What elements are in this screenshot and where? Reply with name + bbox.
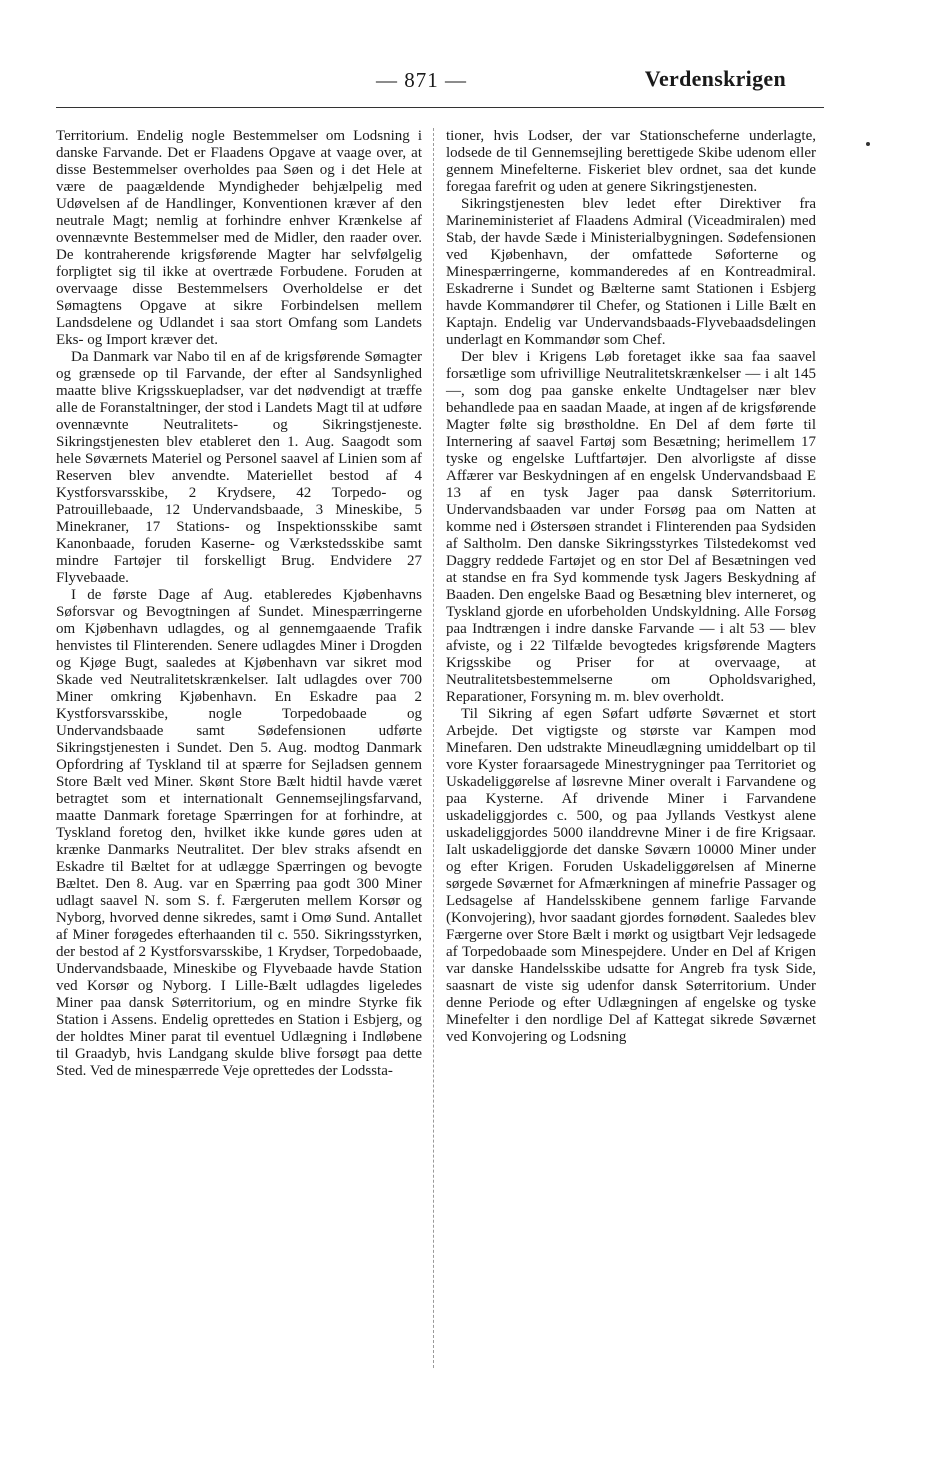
page-header	[56, 68, 786, 102]
right-column	[446, 128, 816, 1046]
page-number: — 871 —	[376, 68, 467, 92]
paragraph: Til Sikring af egen Søfart udførte Søværnet et stort Arbejde. Det vigtigste og største var Kampen mod Minefaren. Den udstrakte Mineudlægning umiddelbart op til vore Kyster foraarsagede Minestrygninger paa Territoriet og Uskadeliggørelse af løsrevne Miner overalt i Farvandene og paa Kysterne. Af drivende Miner i Farvandene uskadeliggjordes c. 500, og paa Jyllands Vestkyst alene uskadeliggjordes 5000 ilanddrevne Miner i de fire Krigsaar. Ialt uskadeliggjorde det danske Søværn 10000 Miner under og efter Krigen. Foruden Uskadeliggørelsen af Minerne sørgede Søværnet for Afmærkningen af minefrie Passager og Ledsagelse af Handelsskibene gennem farlige Farvande (Konvojering), hvor saadant gjordes fornødent. Saaledes blev Færgerne over Store Bælt i mørkt og usigtbart Vejr ledsagede af Torpedobaade som Minespejdere. Under en Del af Krigen var danske Handelsskibe udsatte for Angreb fra tysk Side, saasnart de viste sig udenfor dansk Søterritorium. Under denne Periode og efter Udlægningen af engelske og tyske Minefelter i den nordlige Del af Kattegat sikrede Søværnet ved Konvojering og Lodsning	[446, 706, 816, 1045]
left-column	[56, 128, 422, 1080]
column-divider	[433, 128, 434, 1368]
paragraph: Territorium. Endelig nogle Bestemmelser om Lodsning i danske Farvande. Det er Flaadens Opgave at vaage over, at disse Bestemmelser overholdes paa Søen og i det Hele at være de paagældende Myndigheder behjælpelig med Udøvelsen af de Handlinger, Konventionen kræver af den neutrale Magt; nemlig at forhindre enhver Krænkelse af ovennævnte Bestemmelser med de Midler, den raader over. De kontraherende krigsførende Magter har selvfølgelig forpligtet sig til ikke at overtræde Forbudene. Foruden at overvaage disse Bestemmelsers Overholdelse er det Sømagtens Opgave at sikre Forbindelsen mellem Landsdelene og Udlandet i saa stort Omfang som Landets Eks- og Import kræver det.	[56, 128, 422, 348]
paragraph: Der blev i Krigens Løb foretaget ikke saa faa saavel forsætlige som ufrivillige Neutralitetskrænkelser — i alt 145 —, som dog paa ganske enkelte Undtagelser nær blev behandlede paa en saadan Maade, at ingen af de krigsførende Magter følte sig brøstholdne. En Del af dem førte til Internering af saavel Fartøj som Besætning; herimellem 17 tyske og engelske Luftfartøjer. Den alvorligste af disse Affærer var Beskydningen af en engelsk Undervandsbaad E 13 af en tysk Jager paa dansk Søterritorium. Undervandsbaaden var under Forsøg paa om Natten at komme ned i Østersøen strandet i Flinterenden paa Sydsiden af Saltholm. Den danske Sikringsstyrkes Tilstedekomst ved Daggry reddede Fartøjet og en stor Del af Besætningen ved at standse en fra Syd kommende tysk Jagers Beskydning af Baaden. Den engelske Baad og Besætning blev interneret, og Tyskland gjorde en uforbeholden Undskyldning. Alle Forsøg paa Indtrængen i indre danske Farvande — i alt 53 — blev afviste, og i 22 Tilfælde bevogtedes krigsførende Magters Krigsskibe og Priser for at overvaage, at Neutralitetsbestemmelserne om Opholdsvarighed, Reparationer, Forsyning m. m. blev overholdt.	[446, 349, 816, 705]
margin-mark	[866, 142, 870, 146]
paragraph: Sikringstjenesten blev ledet efter Direktiver fra Marineministeriet af Flaadens Admiral (Viceadmiralen) med Stab, der havde Sæde i Ministerialbygningen. Sødefensionen ved Kjøbenhavn, der omfattede Søforterne og Minespærringerne, kommanderedes af en Kontreadmiral. Eskadrerne i Sundet og Bælterne samt Stationen i Esbjerg havde Kommandører til Chefer, og Stationen i Lille Bælt en Kaptajn. Endelig var Undervandsbaads-Flyvebaadsdelingen underlagt en Kommandør som Chef.	[446, 196, 816, 348]
paragraph: I de første Dage af Aug. etableredes Kjøbenhavns Søforsvar og Bevogtningen af Sundet. Minespærringerne om Kjøbenhavn udlagdes, og al gennemgaaende Trafik henvistes til Flinterenden. Senere udlagdes Miner i Drogden og Kjøge Bugt, saaledes at Kjøbenhavn var sikret mod Skade ved Neutralitetskrænkelser. Ialt udlagdes over 700 Miner omkring Kjøbenhavn. En Eskadre paa 2 Kystforsvarsskibe, nogle Torpedobaade og Undervandsbaade samt Sødefensionen udførte Sikringstjenesten i Sundet. Den 5. Aug. modtog Danmark Opfordring af Tyskland til at spærre for Sejladsen gennem Store Bælt ved Miner. Skønt Store Bælt hidtil havde været betragtet som et internationalt Gennemsejlingsfarvand, maatte Danmark foretage Spærringen for at forhindre, at Tyskland foretog den, hvilket ikke kunde gøres uden at krænke Danmarks Neutralitet. Der blev straks afsendt en Eskadre til Bæltet for at udlægge Spærringen og bevogte Bæltet. Den 8. Aug. var en Spærring paa godt 300 Miner udlagt saavel N. som S. f. Færgeruten mellem Korsør og Nyborg, hvorved denne sikredes, samt i Omø Sund. Antallet af Miner forøgedes efterhaanden til c. 550. Sikringsstyrken, der bestod af 2 Kystforsvarsskibe, 1 Krydser, Torpedobaade, Undervandsbaade, Mineskibe og Flyvebaade havde Station ved Korsør og Nyborg. I Lille-Bælt udlagdes ligeledes Miner paa dansk Søterritorium, og en mindre Styrke fik Station i Assens. Endelig oprettedes en Station i Esbjerg, og der holdtes Miner parat til eventuel Udlægning i Indløbene til Graadyb, hvis Landgang skulde blive forsøgt paa dette Sted. Ved de minespærrede Veje oprettedes der Lodssta-	[56, 587, 422, 1079]
running-title: Verdenskrigen	[644, 66, 786, 91]
paragraph: tioner, hvis Lodser, der var Stationscheferne underlagte, lodsede de til Gennemsejling berettigede Skibe udenom eller gennem Minefelterne. Fiskeriet blev ordnet, saa det kunde foregaa farefrit og uden at genere Sikringstjenesten.	[446, 128, 816, 195]
header-rule	[56, 107, 824, 108]
paragraph: Da Danmark var Nabo til en af de krigsførende Sømagter og grænsede op til Farvande, der efter al Sandsynlighed maatte blive Krigsskuepladser, var det nødvendigt at træffe alle de Foranstaltninger, der stod i Landets Magt til at udføre ovennævnte Neutralitets- og Sikringstjeneste. Sikringstjenesten blev etableret den 1. Aug. Saagodt som hele Søværnets Materiel og Personel saavel af Linien som af Reserven blev anvendte. Materiellet bestod af 4 Kystforsvarsskibe, 2 Krydsere, 42 Torpedo- og Patrouillebaade, 12 Undervandsbaade, 3 Mineskibe, 5 Minekraner, 17 Stations- og Inspektionsskibe samt Kanonbaade, foruden Kaserne- og Værkstedsskibe samt mindre Fartøjer til forskelligt Brug. Endvidere 27 Flyvebaade.	[56, 349, 422, 586]
